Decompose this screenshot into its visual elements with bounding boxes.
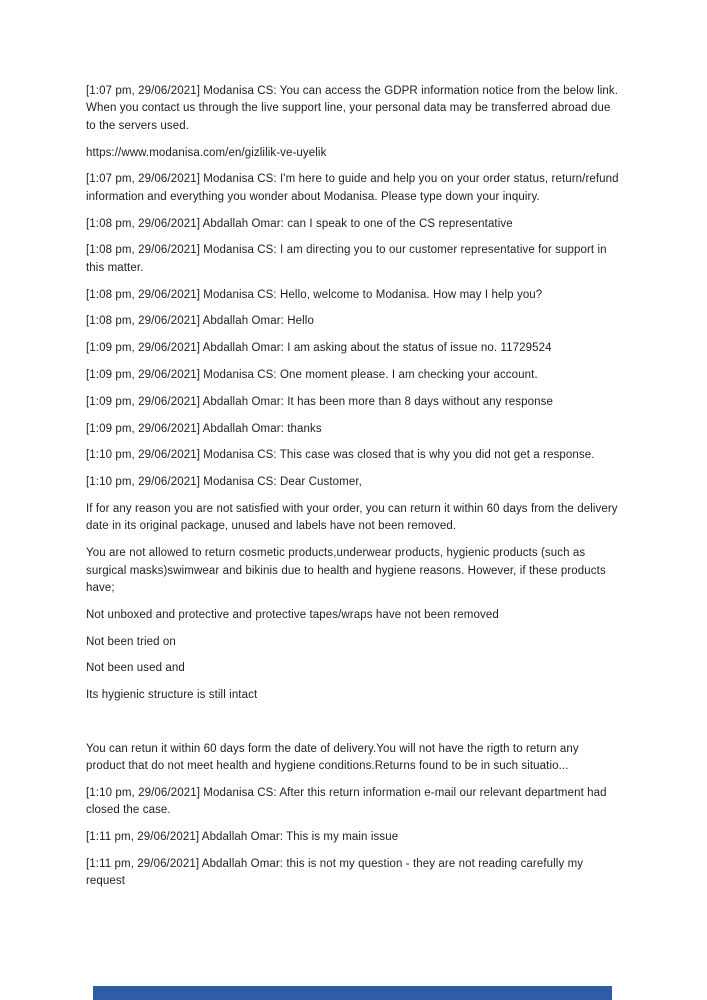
- chat-line: [1:10 pm, 29/06/2021] Modanisa CS: This case was closed that is why you did not get a response.: [86, 449, 595, 462]
- chat-line: [1:07 pm, 29/06/2021] Modanisa CS: You can access the GDPR information notice from the below link. When you contact us through the live support line, your personal data may be transferred abroad due to the servers used.: [86, 85, 619, 132]
- chat-line: [1:09 pm, 29/06/2021] Abdallah Omar: thanks: [86, 422, 322, 435]
- policy-paragraph: You can retun it within 60 days form the date of delivery.You will not have the rigth to return any product that do not meet health and hygiene conditions.Returns found to be in such situatio...: [86, 742, 579, 773]
- policy-paragraph: If for any reason you are not satisfied with your order, you can return it within 60 days from the delivery date in its original package, unused and labels have not been removed.: [86, 502, 618, 533]
- policy-paragraph: You are not allowed to return cosmetic products,underwear products, hygienic products (such as surgical masks)swimwear and bikinis due to health and hygiene reasons. However, if these products have;: [86, 547, 606, 594]
- chat-line: [1:11 pm, 29/06/2021] Abdallah Omar: This is my main issue: [86, 831, 399, 844]
- blank-line: [86, 714, 620, 731]
- chat-line: [1:10 pm, 29/06/2021] Modanisa CS: Dear Customer,: [86, 476, 362, 489]
- chat-line: [1:09 pm, 29/06/2021] Abdallah Omar: I am asking about the status of issue no. 11729524: [86, 342, 552, 355]
- chat-line: [1:08 pm, 29/06/2021] Abdallah Omar: can I speak to one of the CS representative: [86, 217, 513, 230]
- policy-condition-line: Its hygienic structure is still intact: [86, 689, 258, 702]
- policy-condition-line: Not been tried on: [86, 635, 176, 648]
- policy-condition-line: Not unboxed and protective and protective tapes/wraps have not been removed: [86, 608, 499, 621]
- policy-condition-line: Not been used and: [86, 662, 185, 675]
- footer-accent-bar: [93, 986, 612, 1000]
- chat-line: [1:07 pm, 29/06/2021] Modanisa CS: I'm here to guide and help you on your order status, return/refund information and everything you wonder about Modanisa. Please type down your inquiry.: [86, 173, 619, 203]
- chat-line: [1:11 pm, 29/06/2021] Abdallah Omar: this is not my question - they are not reading carefully my request: [86, 857, 584, 888]
- chat-line: [1:09 pm, 29/06/2021] Abdallah Omar: It has been more than 8 days without any response: [86, 395, 553, 408]
- transcript-content: [86, 83, 620, 900]
- chat-line: [1:08 pm, 29/06/2021] Abdallah Omar: Hello: [86, 315, 314, 328]
- url-text: https://www.modanisa.com/en/gizlilik-ve-uyelik: [86, 146, 327, 159]
- chat-line: [1:08 pm, 29/06/2021] Modanisa CS: Hello, welcome to Modanisa. How may I help you?: [86, 288, 543, 301]
- chat-line: [1:09 pm, 29/06/2021] Modanisa CS: One moment please. I am checking your account.: [86, 369, 538, 381]
- chat-line: [1:10 pm, 29/06/2021] Modanisa CS: After this return information e-mail our relevant department had closed the case.: [86, 786, 607, 817]
- chat-line: [1:08 pm, 29/06/2021] Modanisa CS: I am directing you to our customer representative for support in this matter.: [86, 244, 607, 274]
